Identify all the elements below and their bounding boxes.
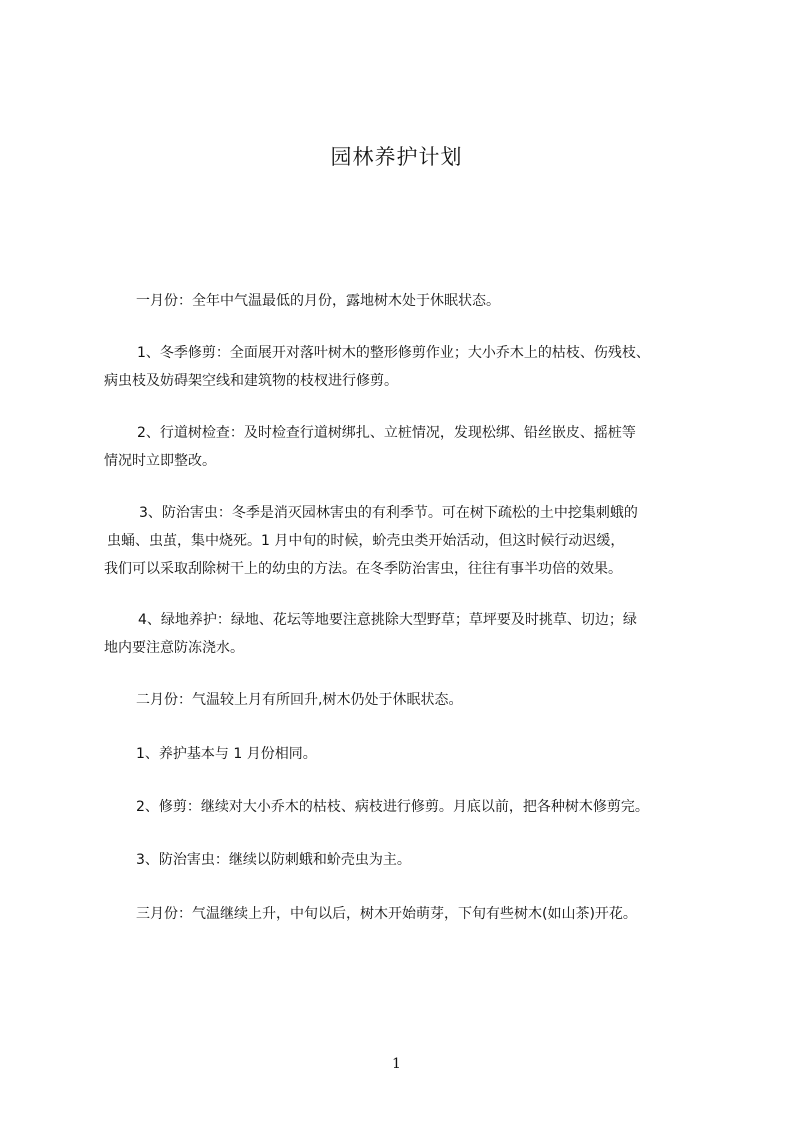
page-number: 1 xyxy=(392,1056,401,1072)
paragraph-line: 3、防治害虫：继续以防刺蛾和蚧壳虫为主。 xyxy=(136,852,411,868)
paragraph-line: 情况时立即整改。 xyxy=(104,453,216,469)
paragraph-line: 1、冬季修剪：全面展开对落叶树木的整形修剪作业；大小乔木上的枯枝、伤残枝、 xyxy=(137,345,650,361)
paragraph-line: 2、修剪：继续对大小乔木的枯枝、病枝进行修剪。月底以前，把各种树木修剪完。 xyxy=(136,799,649,815)
paragraph-line: 病虫枝及妨碍架空线和建筑物的枝杈进行修剪。 xyxy=(104,373,398,389)
paragraph-line: 1、养护基本与 1 月份相同。 xyxy=(136,746,317,762)
document-title: 园林养护计划 xyxy=(330,145,463,169)
paragraph-january-pest-control xyxy=(104,499,716,583)
paragraph-january-street-tree-inspection xyxy=(104,419,716,475)
paragraph-march-intro xyxy=(136,900,748,928)
paragraph-line: 虫蛹、虫茧，集中烧死。1 月中旬的时候，蚧壳虫类开始活动，但这时候行动迟缓， xyxy=(107,533,625,549)
paragraph-february-intro xyxy=(136,686,748,714)
paragraph-january-winter-pruning xyxy=(104,339,716,395)
paragraph-line: 地内要注意防冻浇水。 xyxy=(104,640,244,656)
paragraph-line: 一月份：全年中气温最低的月份，露地树木处于休眠状态。 xyxy=(136,293,500,309)
paragraph-line: 三月份：气温继续上升，中旬以后，树木开始萌芽，下旬有些树木(如山茶)开花。 xyxy=(136,906,637,922)
paragraph-line: 二月份：气温较上月有所回升,树木仍处于休眠状态。 xyxy=(136,692,463,708)
paragraph-line: 3、防治害虫：冬季是消灭园林害虫的有利季节。可在树下疏松的土中挖集刺蛾的 xyxy=(139,505,638,521)
paragraph-january-green-space-care xyxy=(104,606,716,662)
paragraph-line: 我们可以采取刮除树干上的幼虫的方法。在冬季防治害虫，往往有事半功倍的效果。 xyxy=(104,561,622,577)
paragraph-line: 2、行道树检查：及时检查行道树绑扎、立桩情况，发现松绑、铅丝嵌皮、摇桩等 xyxy=(137,425,636,441)
paragraph-february-maintenance xyxy=(136,740,748,768)
paragraph-february-pest-control xyxy=(136,846,748,874)
paragraph-line: 4、绿地养护：绿地、花坛等地要注意挑除大型野草；草坪要及时挑草、切边；绿 xyxy=(138,612,637,628)
paragraph-february-pruning xyxy=(136,793,748,821)
paragraph-january-intro xyxy=(136,287,748,315)
